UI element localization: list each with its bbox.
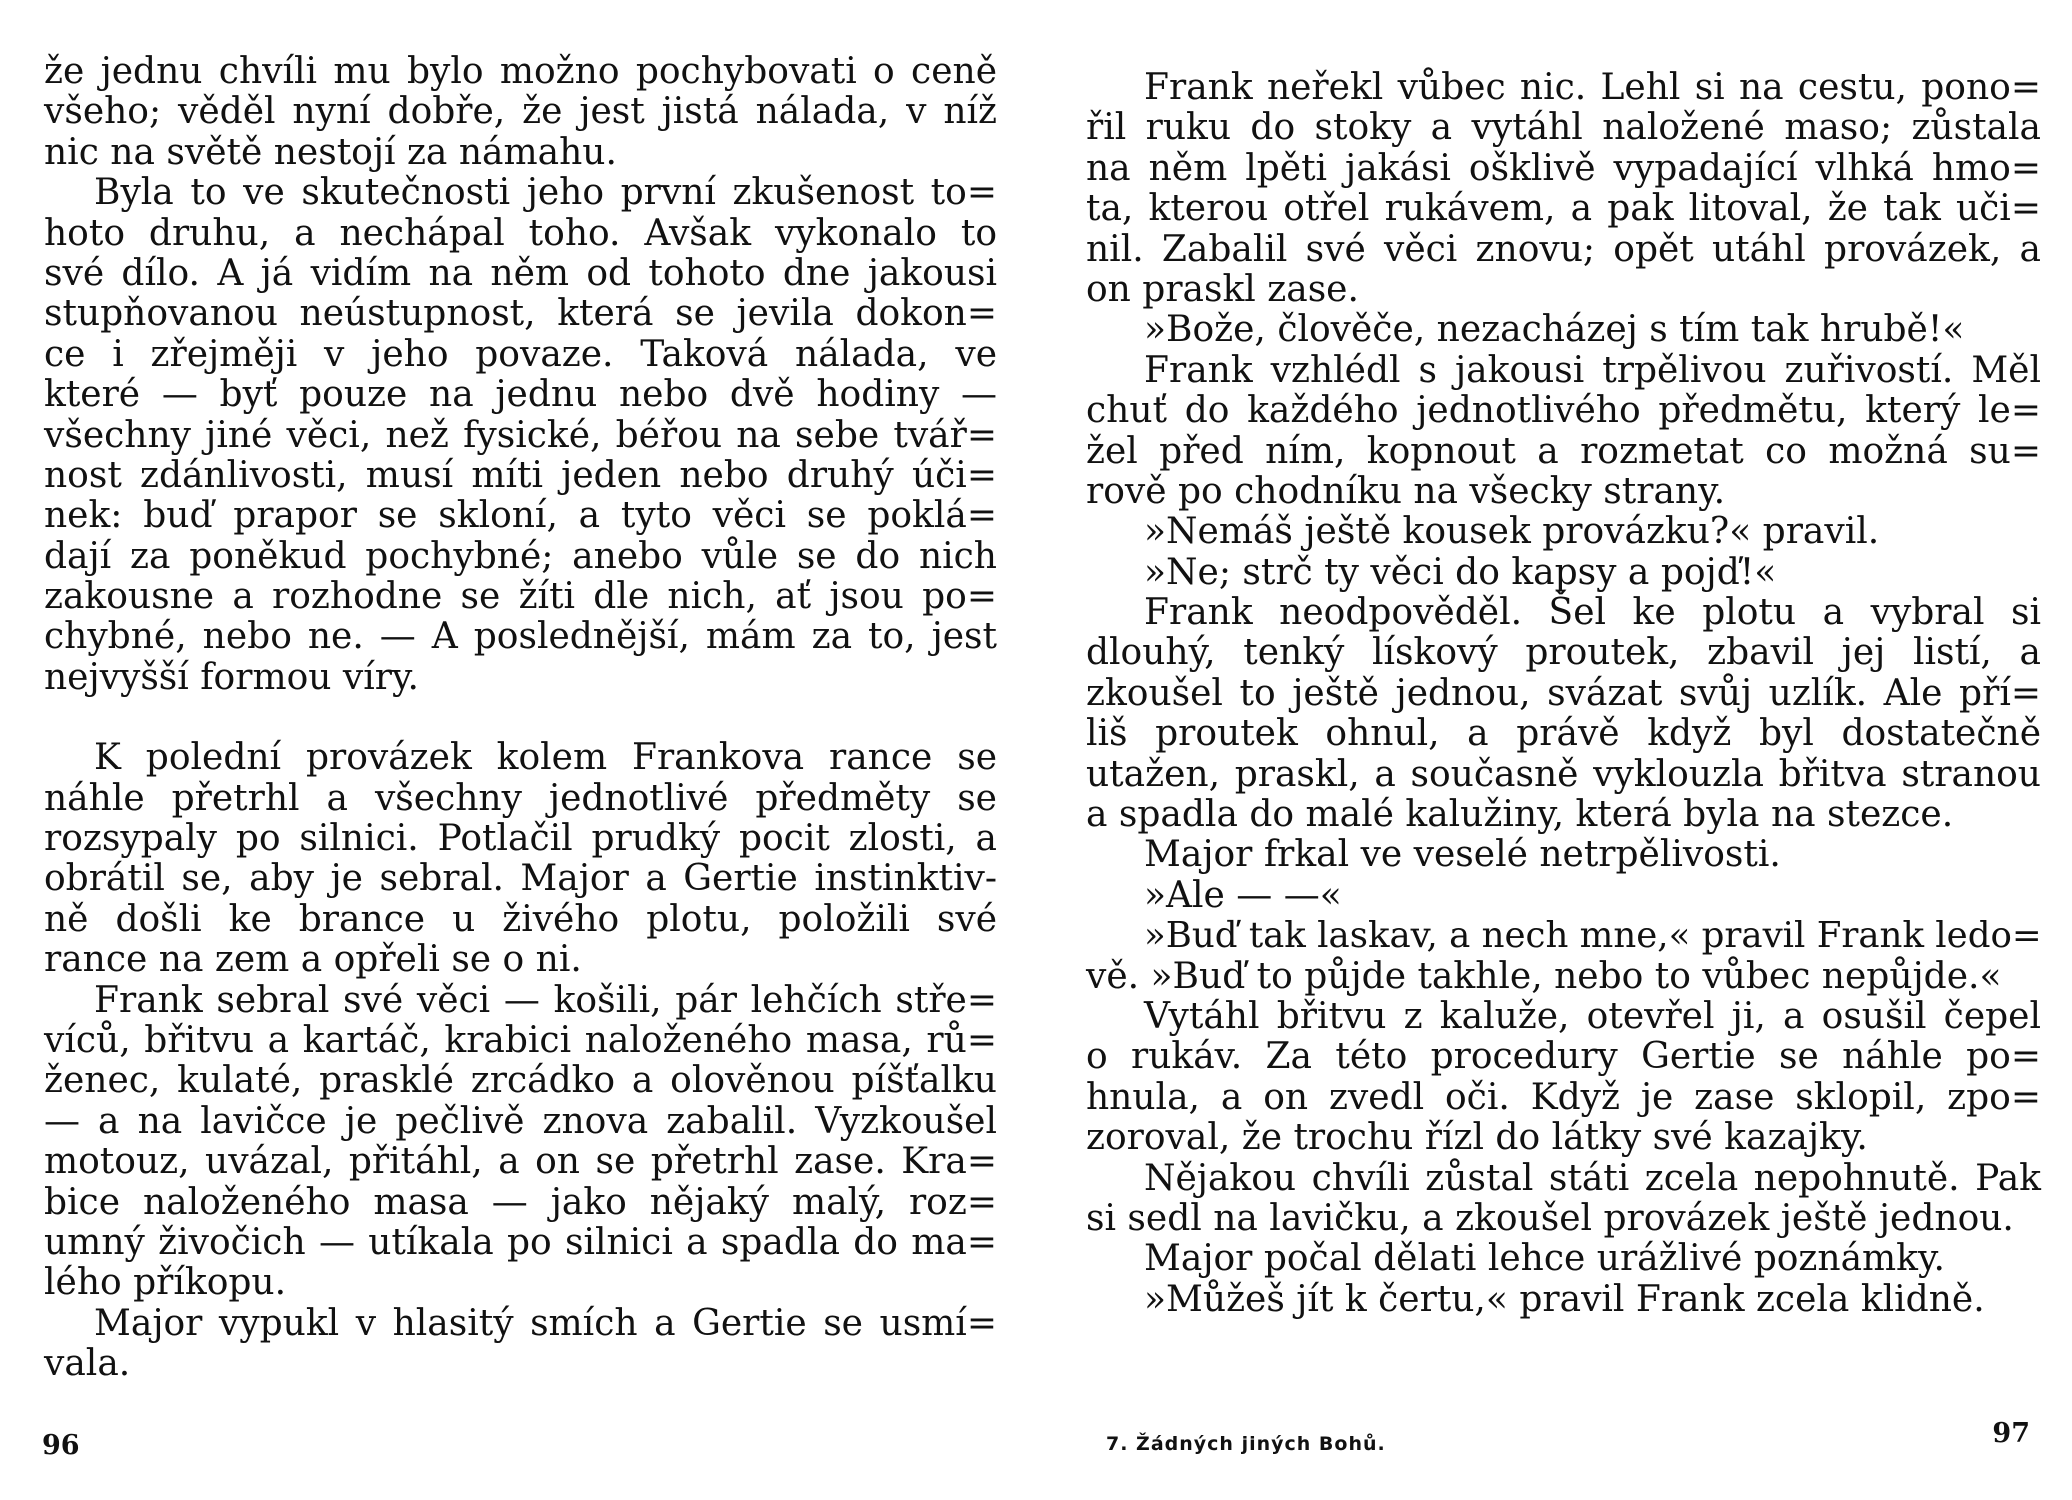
page-number: 96	[42, 1430, 80, 1461]
text-line: nic na světě nestojí za námahu.	[44, 131, 617, 173]
text-line: a spadla do malé kalužiny, která byla na stezce.	[1086, 794, 1954, 836]
text-line: ta, kterou otřel rukávem, a pak litoval, že tak uči=	[1086, 188, 2041, 230]
text-line: lého příkopu.	[44, 1262, 287, 1304]
text-line: K polední provázek kolem Frankova rance se	[94, 737, 997, 779]
text-line: víců, břitvu a kartáč, krabici naloženého masa, rů=	[44, 1019, 997, 1061]
text-line: Frank neřekl vůbec nic. Lehl si na cestu, pono=	[1144, 67, 2041, 108]
text-line: motouz, uvázal, přitáhl, a on se přetrhl zase. Kra=	[44, 1141, 997, 1183]
text-line: — a na lavičce je pečlivě znova zabalil. Vyzkoušel	[44, 1100, 997, 1142]
text-line: obrátil se, aby je sebral. Major a Gertie instinktiv-	[44, 858, 997, 900]
text-line: nost zdánlivosti, musí míti jeden nebo druhý úči=	[44, 454, 997, 496]
text-line: zakousne a rozhodne se žíti dle nich, ať jsou po=	[44, 576, 997, 618]
text-line: řil ruku do stoky a vytáhl naložené maso; zůstala	[1086, 107, 2041, 149]
text-line: vala.	[44, 1343, 131, 1385]
text-line: Nějakou chvíli zůstal státi zcela nepohnutě. Pak	[1144, 1157, 2041, 1199]
text-line: nil. Zabalil své věci znovu; opět utáhl provázek, a	[1086, 228, 2041, 270]
text-line: »Můžeš jít k čertu,« pravil Frank zcela klidně.	[1144, 1278, 1985, 1320]
text-line: žel před ním, kopnout a rozmetat co možná su=	[1086, 430, 2041, 472]
text-line: hnula, a on zvedl oči. Když je zase sklopil, zpo=	[1086, 1076, 2041, 1118]
text-line: liš proutek ohnul, a právě když byl dostatečně	[1086, 713, 2041, 755]
text-line: utažen, praskl, a současně vyklouzla břitva stranou	[1086, 753, 2041, 795]
left-page-text	[44, 52, 997, 1385]
text-line: chuť do každého jednotlivého předmětu, který le=	[1086, 390, 2041, 432]
text-line: umný živočich — utíkala po silnici a spadla do ma=	[44, 1221, 997, 1263]
section-break	[44, 698, 997, 738]
text-line: nek: buď prapor se skloní, a tyto věci se poklá=	[44, 495, 997, 537]
page-number: 97	[1992, 1418, 2030, 1449]
text-line: ženec, kulaté, prasklé zrcádko a olověnou píšťalku	[44, 1060, 997, 1102]
text-line: bice naloženého masa — jako nějaký malý, roz=	[44, 1181, 997, 1223]
text-line: »Ale — —«	[1144, 874, 1342, 916]
printer-signature: 7. Žádných jiných Bohů.	[1106, 1433, 1386, 1455]
text-line: náhle přetrhl a všechny jednotlivé předměty se	[44, 777, 997, 819]
text-line: zoroval, že trochu řízl do látky své kazajky.	[1086, 1117, 1868, 1159]
text-line: dají za poněkud pochybné; anebo vůle se do nich	[44, 535, 997, 577]
text-line: »Buď tak laskav, a nech mne,« pravil Frank ledo=	[1144, 915, 2042, 957]
text-line: vě. »Buď to půjde takhle, nebo to vůbec nepůjde.«	[1086, 955, 2002, 997]
text-line: on praskl zase.	[1086, 268, 1359, 310]
text-line: Frank sebral své věci — košili, pár lehčích stře=	[94, 979, 997, 1021]
text-line: ně došli ke brance u živého plotu, položili své	[44, 898, 997, 940]
text-line: všechny jiné věci, než fysické, béřou na sebe tvář=	[44, 414, 997, 456]
text-line: Vytáhl břitvu z kaluže, otevřel ji, a osušil čepel	[1144, 995, 2041, 1037]
text-line: Frank neodpověděl. Šel ke plotu a vybral si	[1144, 592, 2041, 634]
text-line: ce i zřejměji v jeho povaze. Taková nálada, ve	[44, 333, 997, 375]
text-line: si sedl na lavičku, a zkoušel provázek ještě jednou.	[1086, 1197, 2014, 1239]
text-line: že jednu chvíli mu bylo možno pochybovati o ceně	[44, 51, 997, 92]
text-line: rozsypaly po silnici. Potlačil prudký pocit zlosti, a	[44, 818, 997, 860]
text-line: které — byť pouze na jednu nebo dvě hodiny —	[44, 374, 997, 416]
text-line: své dílo. A já vidím na něm od tohoto dne jakousi	[44, 252, 997, 294]
text-line: hoto druhu, a nechápal toho. Avšak vykonalo to	[44, 212, 997, 254]
text-line: na něm lpěti jakási ošklivě vypadající vlhká hmo=	[1086, 147, 2041, 189]
text-line: Frank vzhlédl s jakousi trpělivou zuřivostí. Měl	[1144, 349, 2041, 391]
text-line: »Bože, člověče, nezacházej s tím tak hrubě!«	[1144, 309, 1965, 351]
text-line: stupňovanou neústupnost, která se jevila dokon=	[44, 293, 997, 335]
text-line: dlouhý, tenký lískový proutek, zbavil jej listí, a	[1086, 632, 2041, 674]
text-line: »Nemáš ještě kousek provázku?« pravil.	[1144, 511, 1880, 553]
right-page-text	[1086, 68, 2041, 1320]
text-line: Major vypukl v hlasitý smích a Gertie se usmí=	[94, 1302, 997, 1344]
text-line: všeho; věděl nyní dobře, že jest jistá nálada, v níž	[44, 91, 997, 133]
text-line: chybné, nebo ne. — A poslednější, mám za to, jest	[44, 616, 997, 658]
text-line: rově po chodníku na všecky strany.	[1086, 470, 1726, 512]
text-line: nejvyšší formou víry.	[44, 656, 419, 698]
text-line: rance na zem a opřeli se o ni.	[44, 939, 582, 981]
text-line: »Ne; strč ty věci do kapsy a pojď!«	[1144, 551, 1777, 593]
text-line: Major frkal ve veselé netrpělivosti.	[1144, 834, 1781, 876]
text-line: Major počal dělati lehce urážlivé poznámky.	[1144, 1238, 1945, 1280]
text-line: zkoušel to ještě jednou, svázat svůj uzlík. Ale pří=	[1086, 672, 2041, 714]
right-page	[1036, 0, 2072, 1500]
text-line: o rukáv. Za této procedury Gertie se náhle po=	[1086, 1036, 2041, 1078]
text-line: Byla to ve skutečnosti jeho první zkušenost to=	[94, 172, 997, 214]
